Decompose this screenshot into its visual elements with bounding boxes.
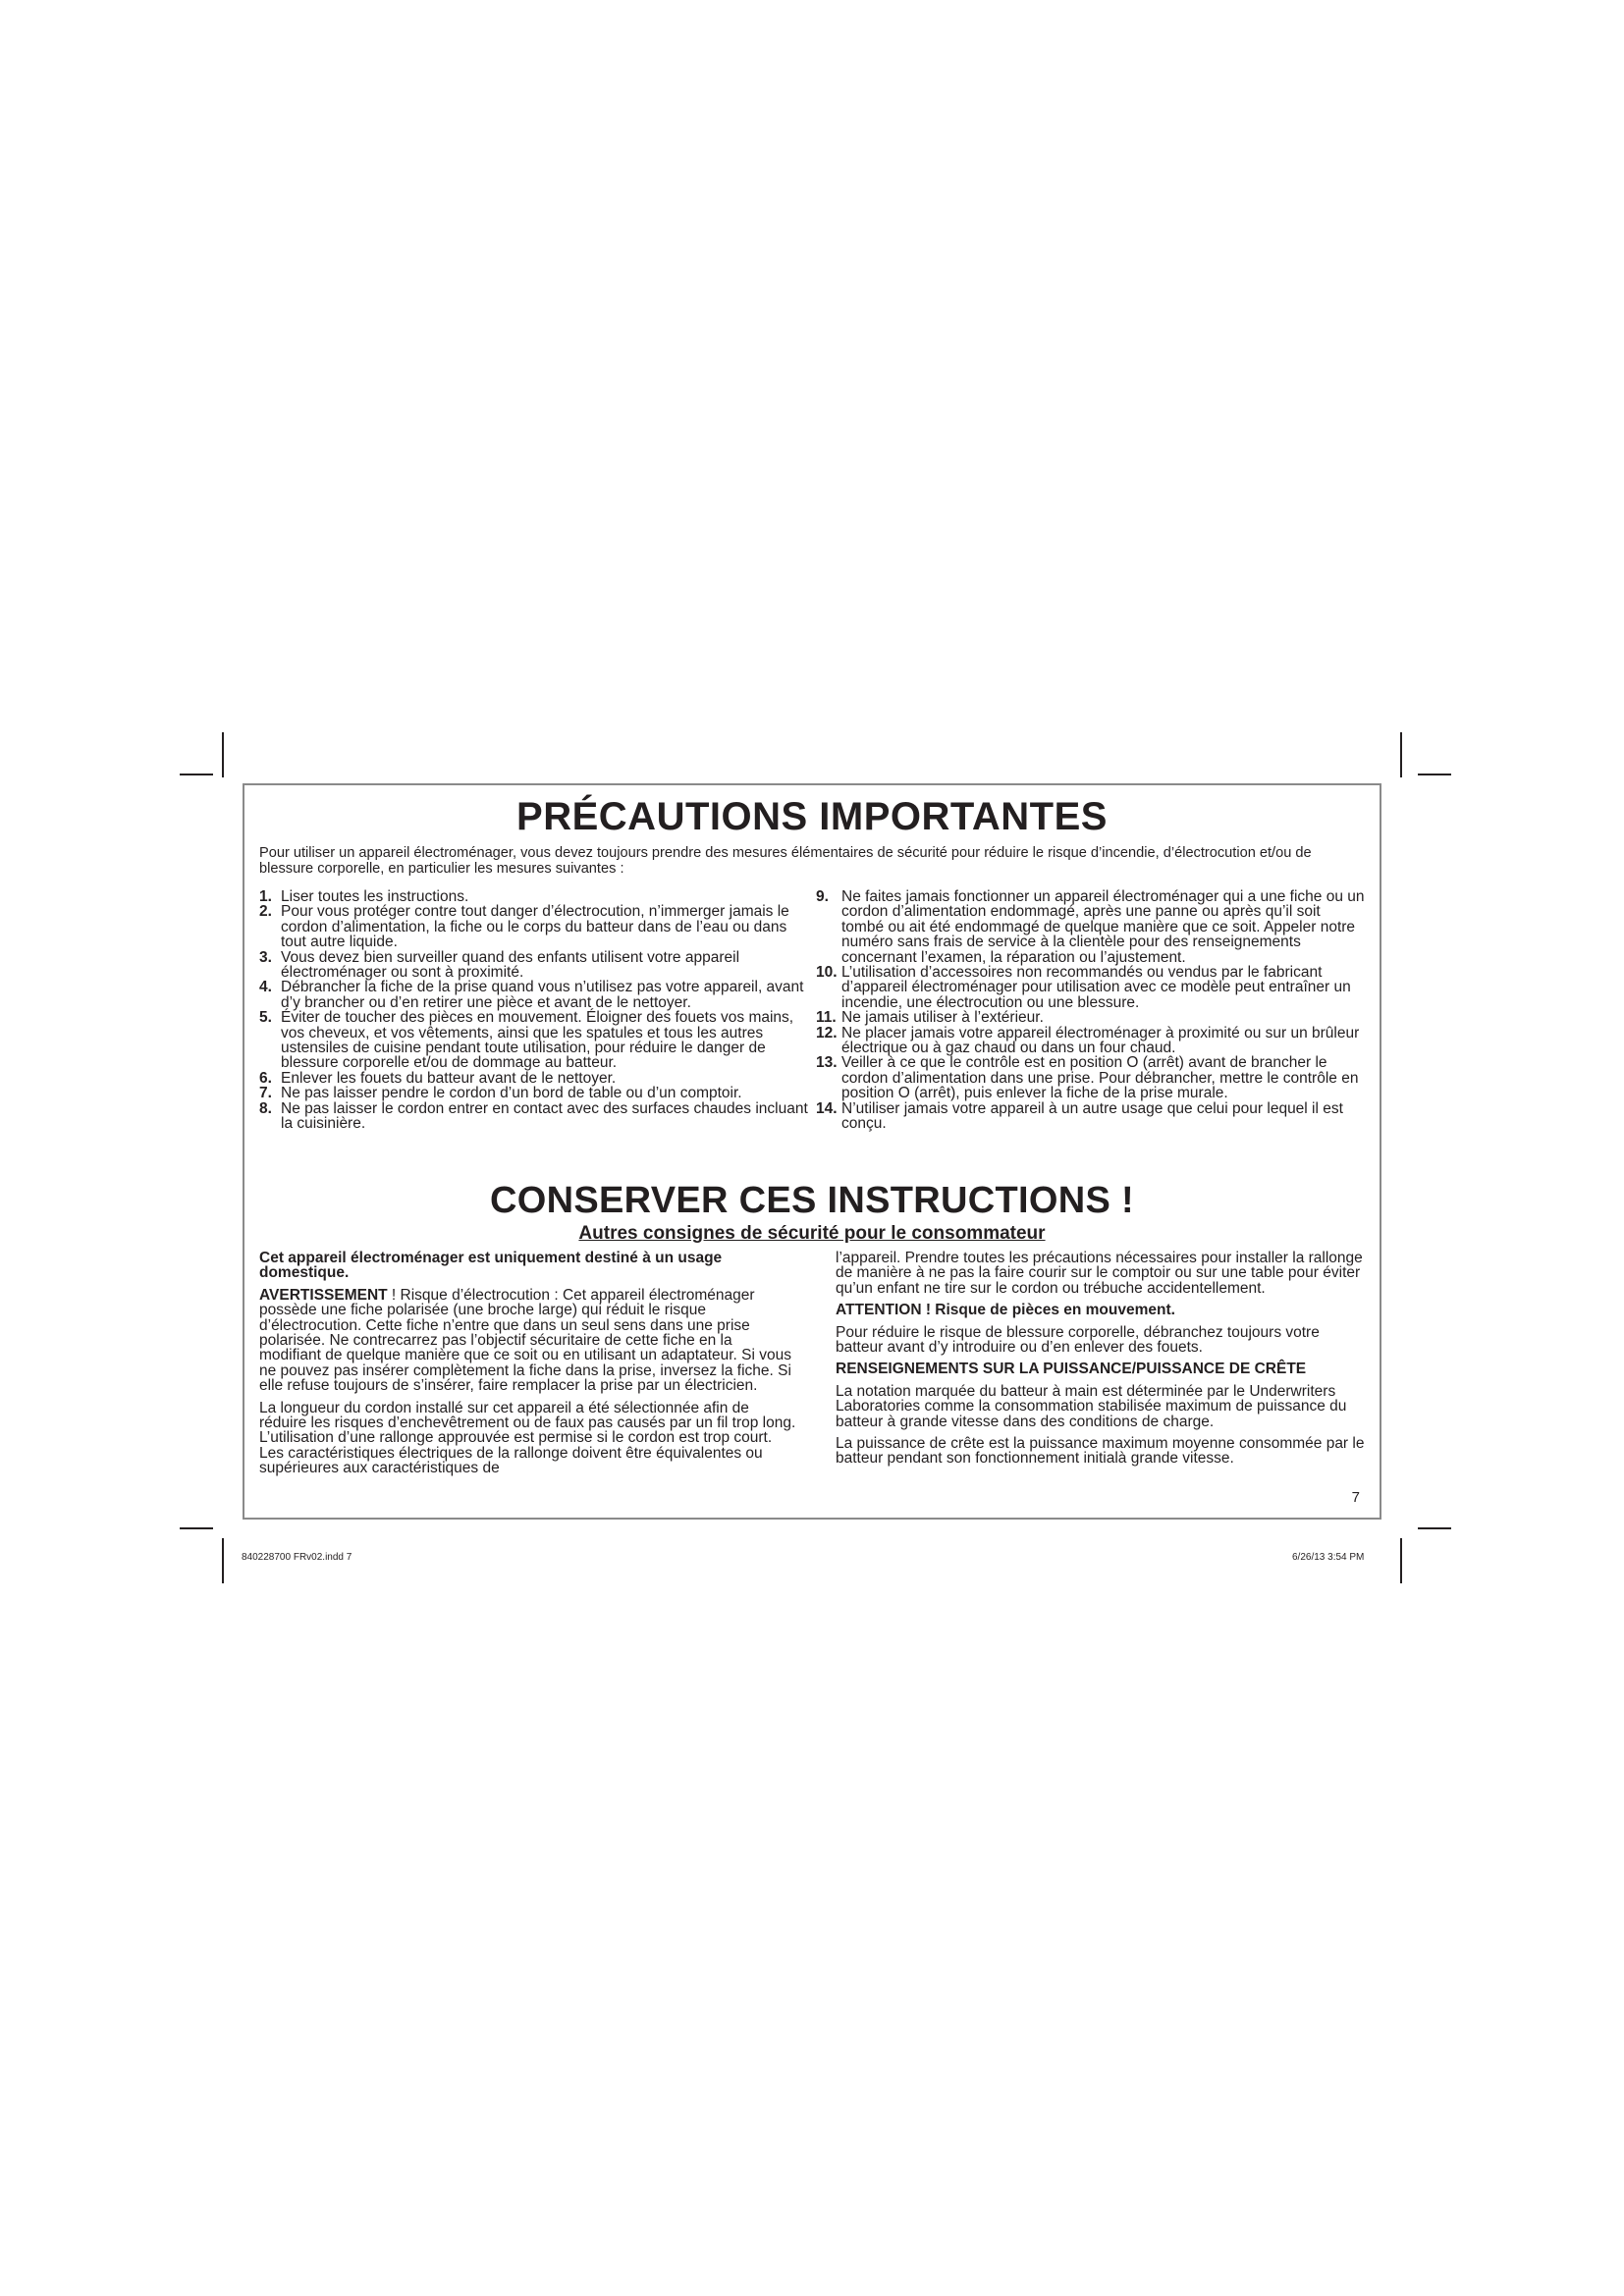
precaution-item — [816, 1101, 1366, 1132]
item-text: Éviter de toucher des pièces en mouvement. Éloigner des fouets vos mains, vos cheveux, et vos vêtements, ainsi que les spatules et tous les autres ustensiles de cuisine pendant toute utilisation, pour réduire le danger de blessure corporelle et/ou de dommage au batteur. — [281, 1009, 794, 1072]
power-rating-heading: RENSEIGNEMENTS SUR LA PUISSANCE/PUISSANCE DE CRÊTE — [836, 1361, 1307, 1378]
consumer-safety-subtitle: Autres consignes de sécurité pour le consommateur — [578, 1223, 1046, 1244]
consumer-right-column — [836, 1251, 1366, 1473]
item-text: Enlever les fouets du batteur avant de le nettoyer. — [281, 1069, 617, 1087]
item-number: 2. — [259, 903, 272, 921]
item-text: Ne faites jamais fonctionner un appareil électroménager qui a une fiche ou un cordon d’alimentation endommagé, après une panne ou après qu’il soit tombé ou ait été endommagé de quelque manière que ce soit. Appeler notre numéro sans frais de service à la clientèle pour des renseignements concernant l’examen, la réparation ou l’ajustement. — [841, 888, 1365, 966]
attention-text: Pour réduire le risque de blessure corporelle, débranchez toujours votre batteur avant d’y introduire ou d’en enlever des fouets. — [836, 1323, 1320, 1357]
peak-power-text: La puissance de crête est la puissance maximum moyenne consommée par le batteur pendant son fonctionnement initialà grande vitesse. — [836, 1435, 1365, 1468]
crop-mark — [222, 1538, 224, 1583]
precaution-item — [259, 1101, 809, 1132]
item-number: 1. — [259, 888, 272, 905]
item-text: Veiller à ce que le contrôle est en position O (arrêt) avant de brancher le cordon d’alimentation dans une prise. Pour débrancher, mettre le contrôle en position O (arrêt), puis enlever la fiche de la prise murale. — [841, 1054, 1359, 1102]
item-number: 3. — [259, 948, 272, 966]
crop-mark — [1418, 774, 1451, 775]
precaution-item — [816, 965, 1366, 1010]
power-rating-text: La notation marquée du batteur à main est déterminée par le Underwriters Laboratories comme la consommation stabilisée maximum de puissance du batteur à grande vitesse dans des conditions de charge. — [836, 1382, 1347, 1430]
item-number: 6. — [259, 1069, 272, 1087]
item-number: 13. — [816, 1054, 838, 1072]
precaution-item — [816, 1026, 1366, 1056]
precaution-item — [259, 950, 809, 981]
crop-mark — [180, 774, 213, 775]
item-text: L’utilisation d’accessoires non recommandés ou vendus par le fabricant d’appareil électroménager pour utilisation avec ce modèle peut entraîner un incendie, une électrocution ou une blessure. — [841, 964, 1351, 1011]
page-number: 7 — [1351, 1489, 1360, 1506]
consumer-left-column — [259, 1251, 797, 1483]
item-number: 5. — [259, 1009, 272, 1027]
item-text: Ne jamais utiliser à l’extérieur. — [841, 1009, 1044, 1027]
precaution-item — [259, 904, 809, 949]
precaution-item — [259, 889, 809, 904]
intro-text: Pour utiliser un appareil électroménager, vous devez toujours prendre des mesures élémentaires de sécurité pour réduire le risque d’incendie, d’électrocution et/ou de blessure corporelle, en particulier les mesures suivantes : — [259, 845, 1312, 877]
safety-panel — [243, 783, 1381, 1520]
item-number: 9. — [816, 888, 829, 905]
item-text: Vous devez bien surveiller quand des enfants utilisent votre appareil électroménager ou sont à proximité. — [281, 948, 740, 982]
precaution-item — [259, 980, 809, 1010]
crop-mark — [1418, 1527, 1451, 1529]
cord-length-text: La longueur du cordon installé sur cet appareil a été sélectionnée afin de réduire les risques d’enchevêtrement ou de faux pas causés par un fil trop long. L’utilisation d’une rallonge approuvée est permise si le cordon est trop court. Les caractéristiques électriques de la rallonge doivent être équivalentes ou supérieures aux caractéristiques de — [259, 1399, 796, 1477]
page-title: PRÉCAUTIONS IMPORTANTES — [516, 795, 1108, 838]
polarized-plug-warning — [259, 1288, 797, 1394]
precaution-item — [816, 889, 1366, 965]
domestic-use-notice: Cet appareil électroménager est uniquement destiné à un usage domestique. — [259, 1250, 723, 1282]
crop-mark — [222, 732, 224, 777]
precautions-right-column — [816, 889, 1366, 1132]
item-number: 7. — [259, 1085, 272, 1102]
precaution-item — [816, 1010, 1366, 1025]
item-text: Débrancher la fiche de la prise quand vous n’utilisez pas votre appareil, avant d’y brancher ou d’en retirer une pièce et avant de le nettoyer. — [281, 979, 804, 1011]
slug-timestamp: 6/26/13 3:54 PM — [1292, 1552, 1365, 1563]
item-number: 8. — [259, 1099, 272, 1117]
item-text: N’utiliser jamais votre appareil à un autre usage que celui pour lequel il est conçu. — [841, 1099, 1343, 1133]
warning-label: AVERTISSEMENT — [259, 1286, 388, 1304]
crop-mark — [1400, 1538, 1402, 1583]
precautions-left-column — [259, 889, 809, 1132]
precaution-item — [259, 1086, 809, 1100]
slug-filename: 840228700 FRv02.indd 7 — [242, 1552, 352, 1563]
cord-length-continued: l’appareil. Prendre toutes les précautions nécessaires pour installer la rallonge de manière à ne pas la faire courir sur le comptoir ou sur une table pour éviter qu’un enfant ne tire sur le cordon ou trébuche accidentellement. — [836, 1250, 1363, 1297]
item-text: Pour vous protéger contre tout danger d’électrocution, n’immerger jamais le cordon d’alimentation, la fiche ou le corps du batteur dans de l’eau ou dans tout autre liquide. — [281, 903, 789, 951]
item-number: 4. — [259, 979, 272, 996]
item-number: 10. — [816, 964, 838, 982]
precaution-item — [816, 1055, 1366, 1100]
item-text: Ne placer jamais votre appareil électroménager à proximité ou sur un brûleur électrique ou à gaz chaud ou dans un four chaud. — [841, 1024, 1360, 1057]
warning-text: ! Risque d’électrocution : Cet appareil électroménager possède une fiche polarisée (une broche large) qui réduit le risque d’électrocution. Cette fiche n’entre que dans un seul sens dans une prise polarisée. Ne contrecarrez pas l’objectif sécuritaire de cette fiche en la modifiant de quelque manière que ce soit ou en utilisant un adaptateur. Si vous ne pouvez pas insérer complètement la fiche dans la prise, inversez la fiche. Si elle refuse toujours de s’insérer, faire remplacer la prise par un électricien. — [259, 1286, 792, 1395]
precaution-item — [259, 1010, 809, 1071]
item-number: 11. — [816, 1009, 837, 1027]
crop-mark — [1400, 732, 1402, 777]
attention-heading: ATTENTION ! Risque de pièces en mouvement. — [836, 1302, 1175, 1319]
precaution-item — [259, 1071, 809, 1086]
crop-mark — [180, 1527, 213, 1529]
item-number: 12. — [816, 1024, 838, 1041]
save-instructions-heading: CONSERVER CES INSTRUCTIONS ! — [490, 1180, 1134, 1221]
item-number: 14. — [816, 1099, 838, 1117]
item-text: Ne pas laisser le cordon entrer en contact avec des surfaces chaudes incluant la cuisinière. — [281, 1099, 808, 1133]
item-text: Ne pas laisser pendre le cordon d’un bord de table ou d’un comptoir. — [281, 1085, 742, 1102]
item-text: Liser toutes les instructions. — [281, 888, 469, 905]
